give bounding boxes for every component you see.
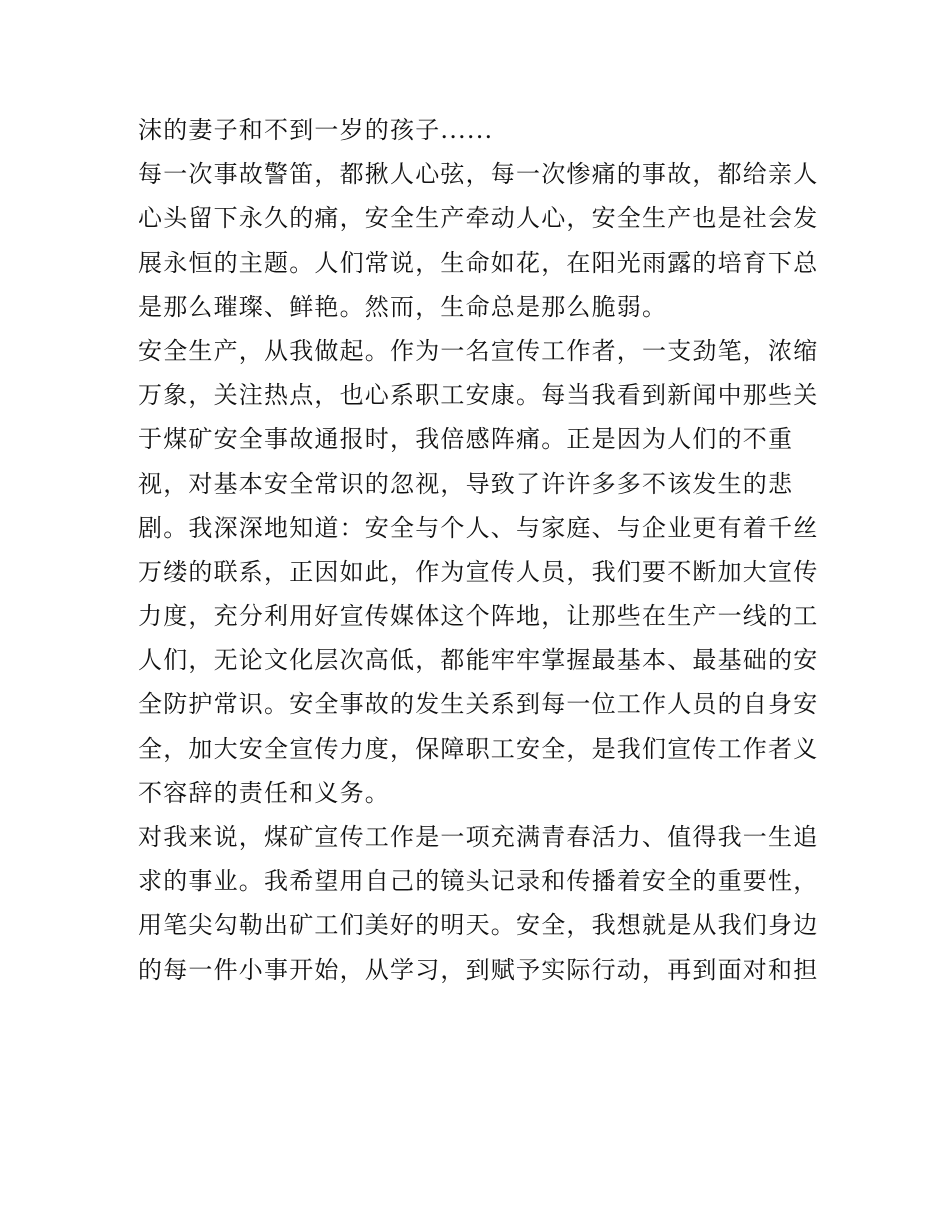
document-body [138, 108, 818, 992]
text-line: 每一次事故警笛，都揪人心弦，每一次惨痛的事故，都给亲人 [138, 160, 819, 189]
text-line: 对我来说，煤矿宣传工作是一项充满青春活力、值得我一生追 [138, 823, 819, 851]
text-line: 求的事业。我希望用自己的镜头记录和传播着安全的重要性， [138, 867, 819, 896]
text-line: 剧。我深深地知道：安全与个人、与家庭、与企业更有着千丝 [138, 513, 819, 542]
text-line: 安全生产，从我做起。作为一名宣传工作者，一支劲笔，浓缩 [138, 336, 819, 365]
text-line: 于煤矿安全事故通报时，我倍感阵痛。正是因为人们的不重 [138, 425, 794, 454]
text-line: 是那么璀璨、鲜艳。然而，生命总是那么脆弱。 [138, 292, 668, 321]
text-line: 展永恒的主题。人们常说，生命如花，在阳光雨露的培育下总 [138, 248, 819, 277]
text-line: 人们，无论文化层次高低，都能牢牢掌握最基本、最基础的安 [138, 646, 819, 675]
text-line: 用笔尖勾勒出矿工们美好的明天。安全，我想就是从我们身边 [138, 911, 819, 940]
text-line: 力度，充分利用好宣传媒体这个阵地，让那些在生产一线的工 [138, 602, 819, 631]
text-line: 全，加大安全宣传力度，保障职工安全，是我们宣传工作者义 [138, 734, 819, 763]
text-line: 心头留下永久的痛，安全生产牵动人心，安全生产也是社会发 [138, 204, 819, 233]
text-line: 视，对基本安全常识的忽视，导致了许许多多不该发生的悲 [138, 469, 794, 498]
text-line: 万缕的联系，正因如此，作为宣传人员，我们要不断加大宣传 [138, 557, 819, 586]
text-line: 全防护常识。安全事故的发生关系到每一位工作人员的自身安 [138, 690, 819, 719]
text-line: 沫的妻子和不到一岁的孩子...... [138, 116, 494, 144]
text-line: 不容辞的责任和义务。 [138, 778, 390, 807]
text-line: 万象，关注热点，也心系职工安康。每当我看到新闻中那些关 [138, 381, 819, 410]
text-line: 的每一件小事开始，从学习，到赋予实际行动，再到面对和担 [138, 955, 819, 984]
